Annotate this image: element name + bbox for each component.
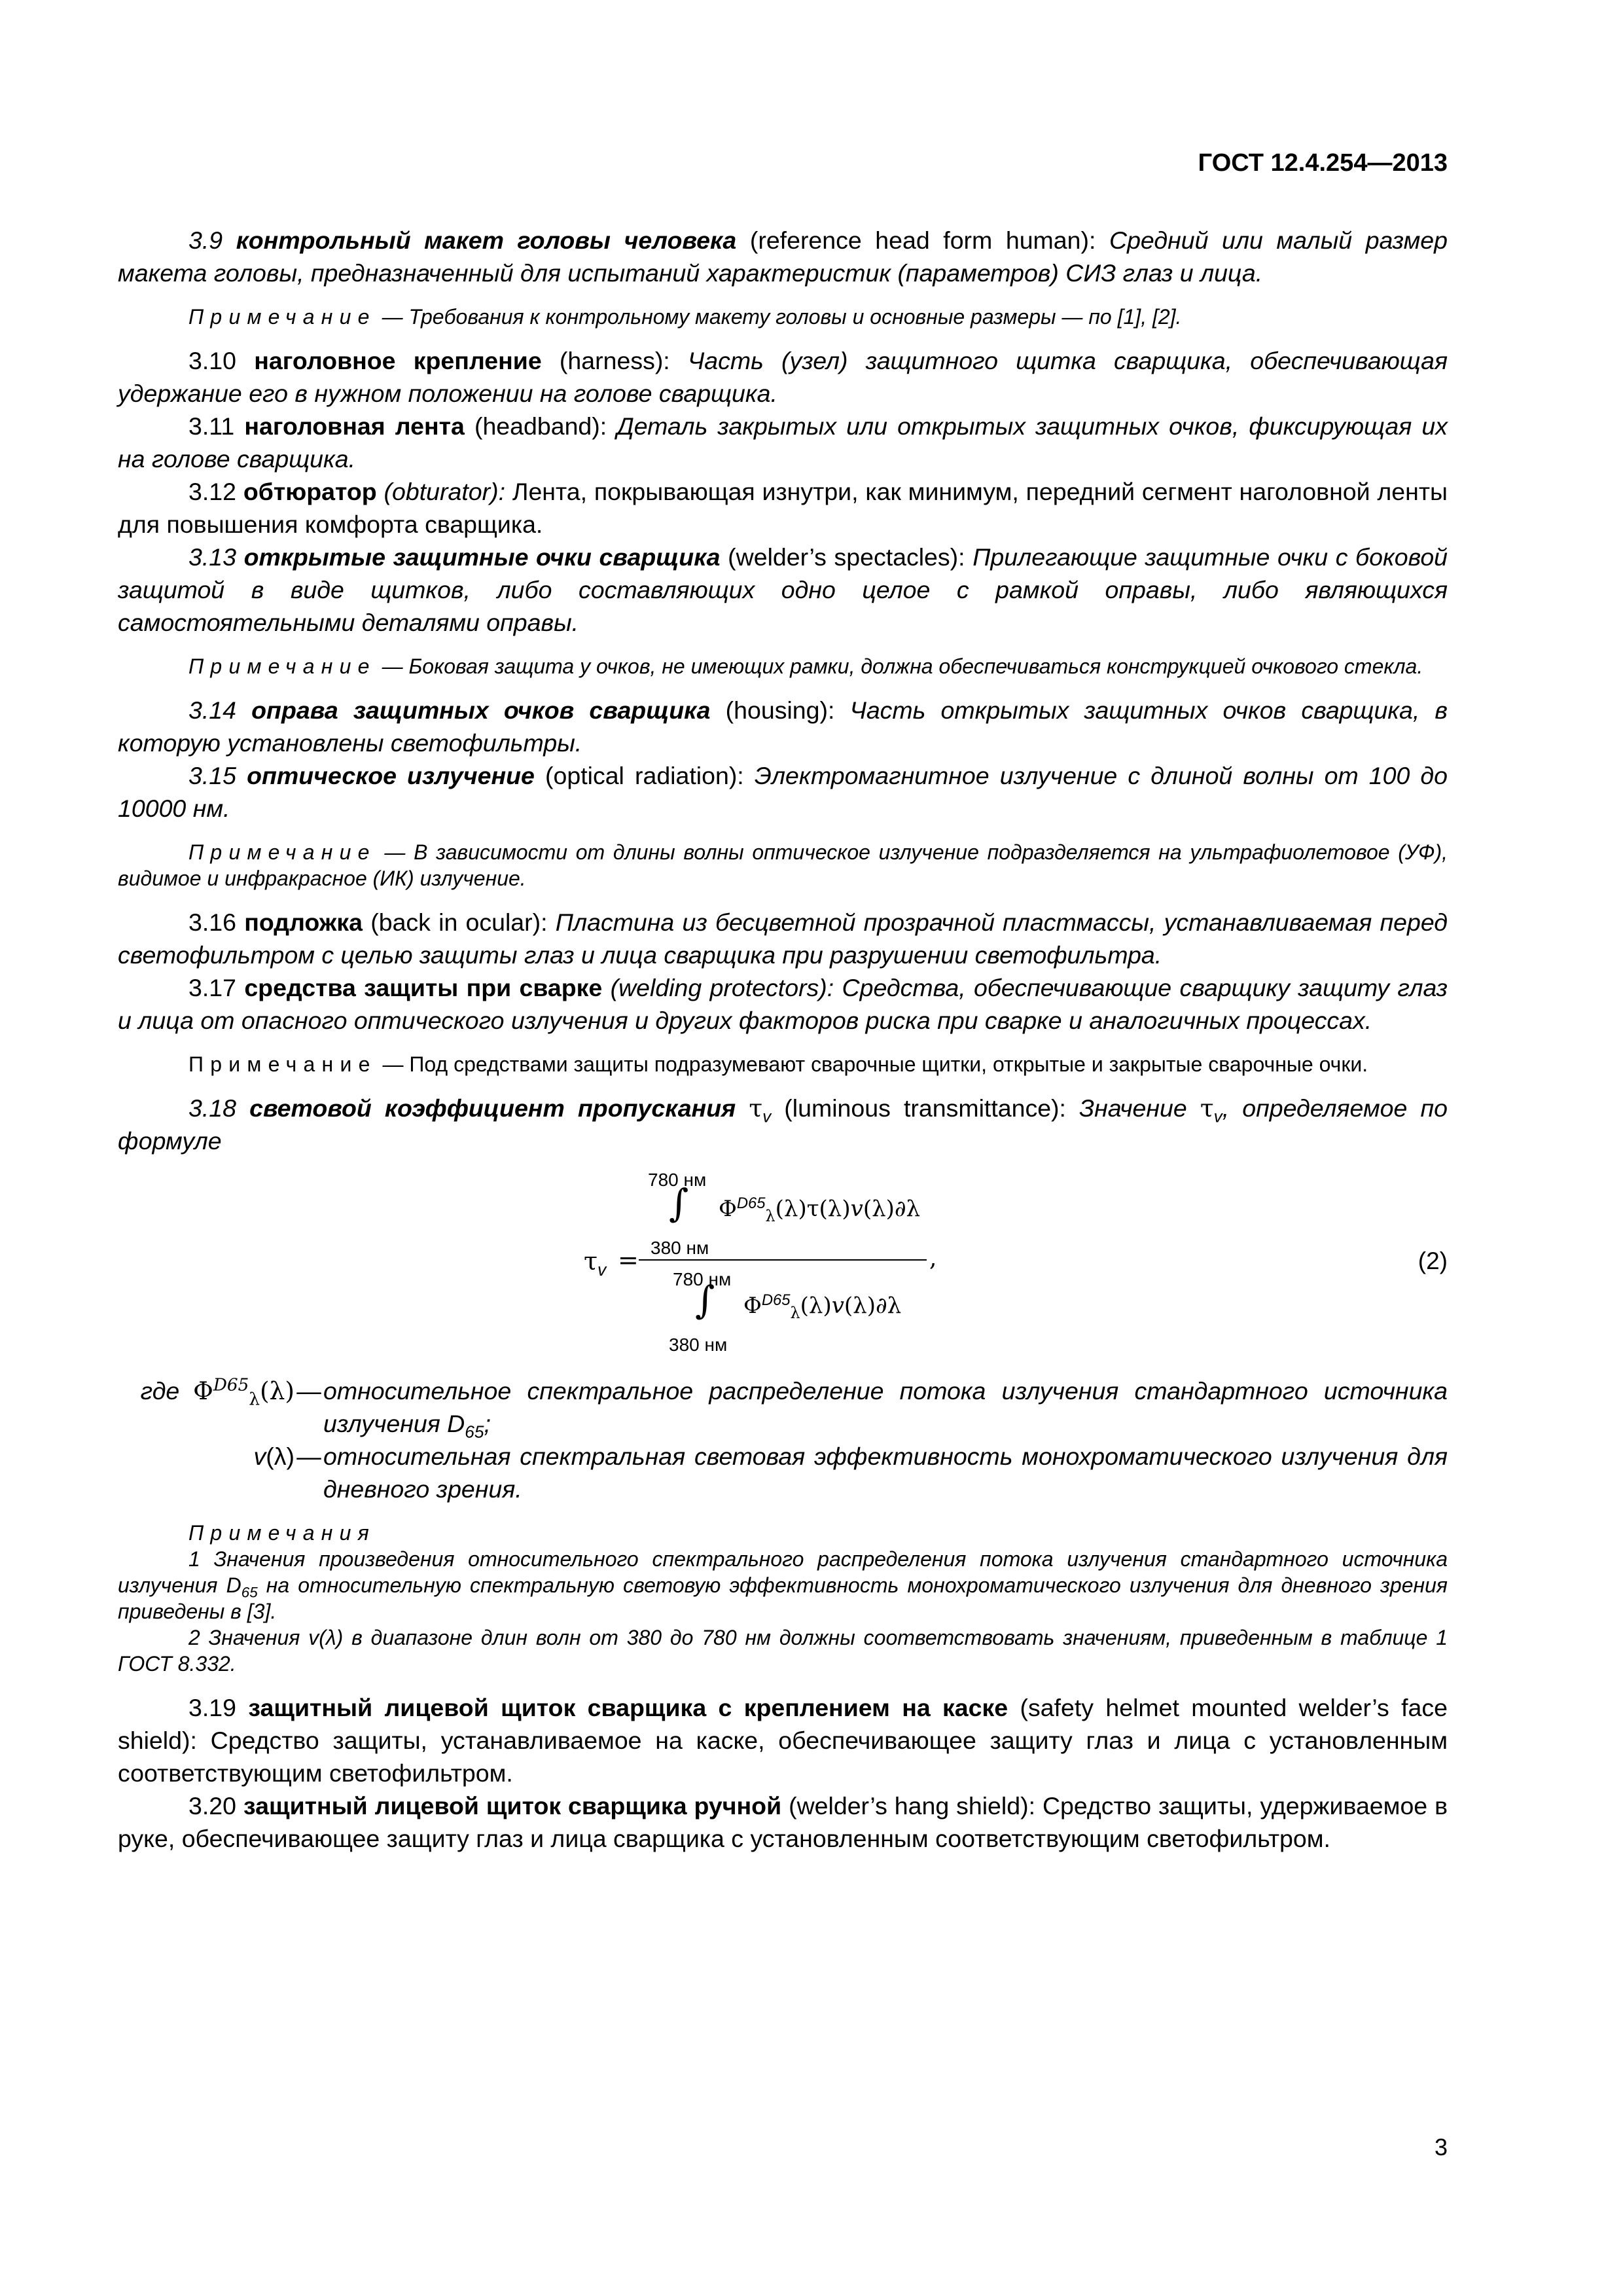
document-body	[118, 224, 1448, 1855]
term-3-14: 3.14 оправа защитных очков сварщика (housing): Часть открытых защитных очков сварщика, в которую установлены светофильтры.	[118, 696, 1448, 757]
page-number: 3	[1434, 2134, 1448, 2161]
term-3-19: 3.19 защитный лицевой щиток сварщика с креплением на каске (safety helmet mounted welder’s face shield): Средство защиты, устанавливаемое на каске, обеспечивающее защиту глаз и лица с установленным соответствующим светофильтром.	[118, 1694, 1448, 1787]
document-header: ГОСТ 12.4.254—2013	[1198, 149, 1448, 177]
note-3-15: Примечание — В зависимости от длины волны оптическое излучение подразделяется на ультрафиолетовое (УФ), видимое и инфракрасное (ИК) излучение.	[118, 840, 1448, 890]
fraction-bar	[639, 1259, 927, 1261]
term-3-18: 3.18 световой коэффициент пропускания $\tau_v$ (luminous transmittance): Значение $\tau_v$, определяемое по формуле	[118, 1094, 1448, 1155]
note-3-9: Примечание — Требования к контрольному макету головы и основные размеры — по [1], [2].	[188, 305, 1182, 329]
numerator-integrand: $\Phi^{D65}_\lambda(\lambda)\tau(\lambda)v(\lambda)\partial\lambda$	[719, 1194, 921, 1225]
equation-number: (2)	[1418, 1247, 1448, 1274]
where-sym-v: v(λ)	[253, 1443, 294, 1470]
where-def-1: относительное спектральное распределение потока излучения стандартного источника излучения $D_{65}$;	[323, 1377, 1448, 1442]
term-3-11: 3.11 наголовная лента (headband): Деталь закрытых или открытых защитных очков, фиксирующая их на голове сварщика.	[118, 412, 1448, 473]
term-3-12: 3.12 обтюратор (obturator): Лента, покрывающая изнутри, как минимум, передний сегмент наголовной ленты для повышения комфорта сварщика.	[118, 478, 1448, 538]
term-3-13: 3.13 открытые защитные очки сварщика (welder’s spectacles): Прилегающие защитные очки с боковой защитой в виде щитков, либо составляющих одно целое с рамкой оправы, либо являющихся самостоятельными деталями оправы.	[118, 543, 1448, 636]
formula-lhs: $\tau_v$	[584, 1247, 607, 1280]
note-3-13: Примечание — Боковая защита у очков, не имеющих рамки, должна обеспечиваться конструкцией очкового стекла.	[188, 655, 1423, 678]
where-sym-phi: где $\Phi^{D65}_\lambda(\lambda)$	[140, 1375, 294, 1410]
term-3-10: 3.10 наголовное крепление (harness): Часть (узел) защитного щитка сварщика, обеспечивающая удержание его в нужном положении на голове сварщика.	[118, 347, 1448, 407]
denominator-integrand: $\Phi^{D65}_\lambda(\lambda)v(\lambda)\partial\lambda$	[743, 1291, 902, 1322]
where-list: где $\Phi^{D65}_\lambda(\lambda)$ — относительное спектральное распределение потока излучения стандартного источника излучения $D_{65}$; v(λ) — относительная спектральная световая эффективность монохроматического излучения для дневного зрения.	[118, 1374, 1448, 1505]
term-3-9: 3.9 контрольный макет головы человека (reference head form human): Средний или малый размер макета головы, предназначенный для испытаний характеристик (параметров) СИЗ глаз и лица.	[118, 226, 1448, 287]
term-3-17: 3.17 средства защиты при сварке (welding protectors): Средства, обеспечивающие сварщику защиту глаз и лица от опасного оптического излучения и других факторов риска при сварке и аналогичных процессах.	[118, 974, 1448, 1034]
integral-sign: ∫	[695, 1278, 715, 1322]
document-page	[118, 0, 1448, 2296]
notes-3-18: Примечания 1 Значения произведения относительного спектрального распределения потока излучения стандартного источника излучения $D_{65}$ на относительную спектральную световую эффективность монохроматического излучения для дневного зрения приведены в [3]. 2 Значения v(λ) в диапазоне длин волн от 380 до 780 нм должны соответствовать значениям, приведенным в таблице 1 ГОСТ 8.332.	[118, 1521, 1448, 1676]
note-3-17: Примечание — Под средствами защиты подразумевают сварочные щитки, открытые и закрытые сварочные очки.	[188, 1052, 1368, 1076]
formula-2: 780 нм ∫ $\Phi^{D65}_\lambda(\lambda)\tau(\lambda)v(\lambda)\partial\lambda$ 380 нм , $\tau_v$ = 780 нм ∫ $\Phi^{D65}_\lambda(\lambda)v(\lambda)\partial\lambda$ 380 нм (2)	[584, 1170, 1448, 1355]
integral-sign: ∫	[669, 1181, 689, 1225]
term-3-20: 3.20 защитный лицевой щиток сварщика ручной (welder’s hang shield): Средство защиты, удерживаемое в руке, обеспечивающее защиту глаз и лица сварщика с установленным соответствующим светофильтром.	[118, 1792, 1448, 1852]
note-3-18-1: 1 Значения произведения относительного спектрального распределения потока излучения стандартного источника излучения $D_{65}$ на относительную спектральную световую эффективность монохроматического излучения для дневного зрения приведены в [3].	[118, 1547, 1448, 1623]
note-3-18-2: 2 Значения v(λ) в диапазоне длин волн от 380 до 780 нм должны соответствовать значениям, приведенным в таблице 1 ГОСТ 8.332.	[118, 1626, 1448, 1676]
term-3-15: 3.15 оптическое излучение (optical radiation): Электромагнитное излучение с длиной волны от 100 до 10000 нм.	[118, 762, 1448, 822]
term-3-16: 3.16 подложка (back in ocular): Пластина из бесцветной прозрачной пластмассы, устанавливаемая перед светофильтром с целью защиты глаз и лица сварщика при разрушении светофильтра.	[118, 908, 1448, 969]
where-def-2: относительная спектральная световая эффективность монохроматического излучения для дневного зрения.	[323, 1443, 1448, 1503]
